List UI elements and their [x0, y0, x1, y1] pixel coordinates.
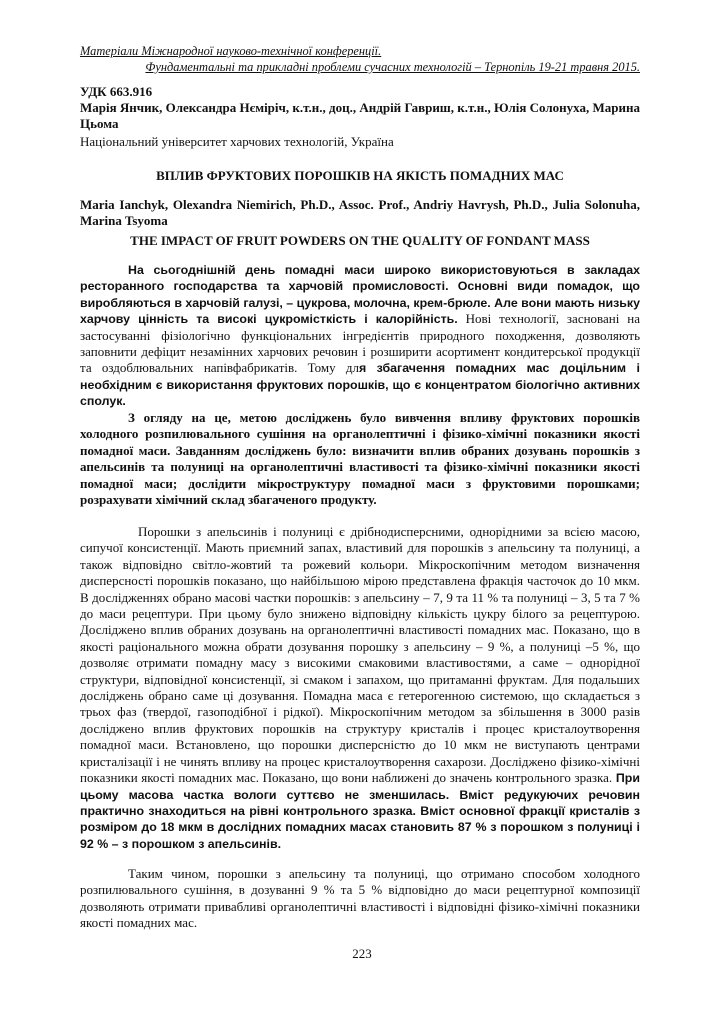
- intro-normal-text: Нові технології, засновані на застосуванні фізіологічно функціональних інгредієнтів природного походження, дозволяють заповнити дефіцит незамінних харчових речовин і розширити асортимент кондитерської продукції та оздоблювальних напівфабрикатів. Тому дл: [80, 311, 640, 376]
- affiliation: Національний університет харчових технологій, Україна: [80, 134, 394, 149]
- paragraph-intro: [80, 262, 640, 410]
- results-bold-text: При цьому масова частка вологи суттєво не зменшилась. Вміст редукуючих речовин практично знаходиться на рівні контрольного зразка. Вміст основної фракції кристалів з розміром до 18 мкм в дослідних помадних масах становить 87 % з порошком з полуниці і 92 % – з порошком з апельсинів.: [80, 771, 640, 851]
- authors-en: Maria Ianchyk, Olexandra Niemirich, Ph.D., Assoc. Prof., Andriy Havrysh, Ph.D., Julia Solonuha, Marina Tsyoma: [80, 197, 640, 228]
- intro-tail-bold-text: я збагачення помадних мас доцільним і необхідним є використання фруктових порошків, що є концентратом біологічно активних сполук.: [80, 361, 640, 409]
- paragraph-aim: З огляду на це, метою досліджень було вивчення впливу фруктових порошків холодного розпилювального сушіння на органолептичні і фізико-хімічні показники якості помадної маси. Завданням досліджень було: визначити вплив обраних дозувань порошків з апельсинів та полуниці на органолептичні властивості та фізико-хімічні показники якості помадної маси; дослідити мікроструктуру помадної маси з фруктовими порошками; розрахувати хімічний склад збагаченого продукту.: [80, 410, 640, 508]
- paragraph-results: [80, 524, 640, 852]
- udk-code: УДК 663.916: [80, 84, 153, 99]
- conference-header-line1: Матеріали Міжнародної науково-технічної конференції.: [80, 44, 382, 58]
- title-ua: ВПЛИВ ФРУКТОВИХ ПОРОШКІВ НА ЯКІСТЬ ПОМАДНИХ МАС: [156, 168, 564, 183]
- page-number: 223: [352, 946, 372, 961]
- authors-ua: Марія Янчик, Олександра Нємірiч, к.т.н., доц., Андрій Гавриш, к.т.н., Юлія Солонуха, Марина Цьома: [80, 100, 640, 131]
- paragraph-conclusion: Таким чином, порошки з апельсину та полуниці, що отримано способом холодного розпилювального сушіння, в дозуванні 9 % та 5 % відповідно до маси рецептурної композиції дозволяють отримати привабливі органолептичні властивості і відповідні фізико-хімічні показники якості помадних мас.: [80, 866, 640, 931]
- title-en: THE IMPACT OF FRUIT POWDERS ON THE QUALITY OF FONDANT MASS: [130, 233, 590, 248]
- results-normal-text: Порошки з апельсинів і полуниці є дрібнодисперсними, однорідними за всією масою, сипучої консистенції. Мають приємний запах, властивий для порошків з апельсину та полуниці, а також відповідно світло-жовтий та рожевий кольори. Мікроскопічним методом визначення дисперсності порошків показано, що найбільшою мірою представлена фракція часточок до 10 мкм. В дослідженнях обрано масові частки порошків: з апельсину – 7, 9 та 11 % та полуниці – 3, 5 та 7 % до маси рецептури. При цьому було знижено відповідну кількість цукру білого за рецептурою. Досліджено вплив обраних дозувань на органолептичні властивості помадних мас. Показано, що в якості раціонального можна обрати дозування порошку з апельсину – 9 %, а полуниці –5 %, що дозволяє отримати помадну масу з високими смаковими властивостями, а саме – однорідної структури, відповідної консистенції, зі смаком і запахом, що притаманні фруктам. Для подальших досліджень обрано саме ці дозування. Помадна маса є гетерогенною системою, що складається з трьох фаз (твердої, газоподібної і рідкої). Мікроскопічним методом за збільшення в 3000 разів досліджено вплив фруктових порошків на структуру кристалів і процес кристалоутворення помадної маси. Встановлено, що порошки дисперсністю до 10 мкм не виступають центрами кристалізації і не чинять впливу на процес кристалоутворення сахарози. Досліджено фізико-хімічні показники якості помадних мас. Показано, що вони наближені до значень контрольного зразка.: [80, 524, 640, 786]
- intro-bold-text: На сьогоднішній день помадні маси широко використовуються в закладах ресторанного господарства та харчовій промисловості. Основні види помадок, що виробляються в харчовій галузі, – цукрова, молочна, крем-брюле. Але вони мають низьку харчову цінність та високі цукромісткість і калорійність.: [80, 263, 640, 327]
- conference-header-line2: Фундаментальні та прикладні проблеми сучасних технологій – Тернопіль 19-21 травня 2015.: [145, 60, 640, 74]
